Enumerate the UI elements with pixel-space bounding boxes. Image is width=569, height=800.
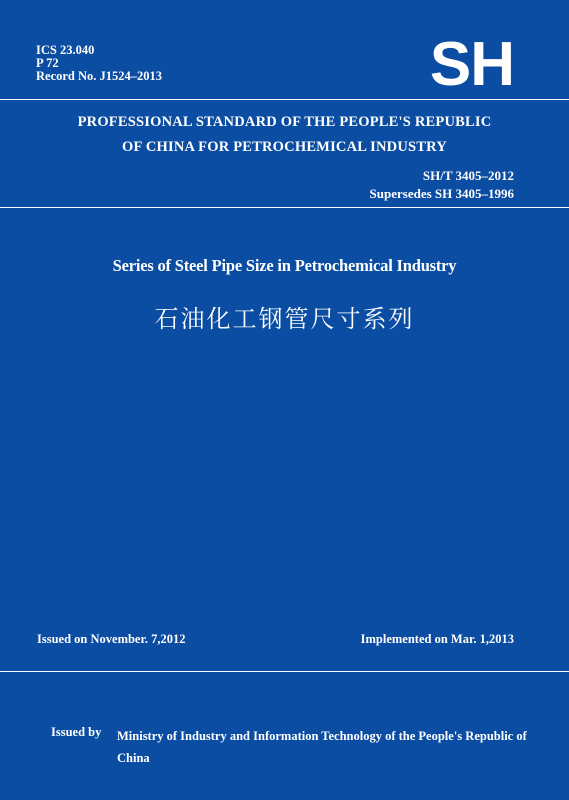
header-divider xyxy=(0,207,569,208)
document-title-chinese: 石油化工钢管尺寸系列 xyxy=(154,305,415,333)
issuing-organization: Ministry of Industry and Information Technology of the People's Republic of China xyxy=(117,729,527,765)
standard-metadata xyxy=(36,44,162,83)
sh-logo: SH xyxy=(429,30,514,99)
top-divider xyxy=(0,99,569,100)
ics-code: ICS 23.040 xyxy=(36,43,95,57)
document-title-english: Series of Steel Pipe Size in Petrochemical Industry xyxy=(112,256,457,275)
standard-title-line1: PROFESSIONAL STANDARD OF THE PEOPLE'S REPUBLIC xyxy=(77,114,492,130)
standard-number: SH/T 3405–2012 xyxy=(422,168,514,183)
classification-code: P 72 xyxy=(36,56,59,70)
standard-title-line2: OF CHINA FOR PETROCHEMICAL INDUSTRY xyxy=(122,139,447,155)
supersedes-note: Supersedes SH 3405–1996 xyxy=(369,186,514,201)
standard-title xyxy=(0,110,569,160)
implemented-date: Implemented on Mar. 1,2013 xyxy=(360,632,514,646)
footer-divider xyxy=(0,671,569,672)
issued-by-label: Issued by xyxy=(51,725,102,739)
issued-date: Issued on November. 7,2012 xyxy=(37,632,186,646)
standard-number-block xyxy=(370,167,514,203)
record-number: Record No. J1524–2013 xyxy=(36,69,163,83)
